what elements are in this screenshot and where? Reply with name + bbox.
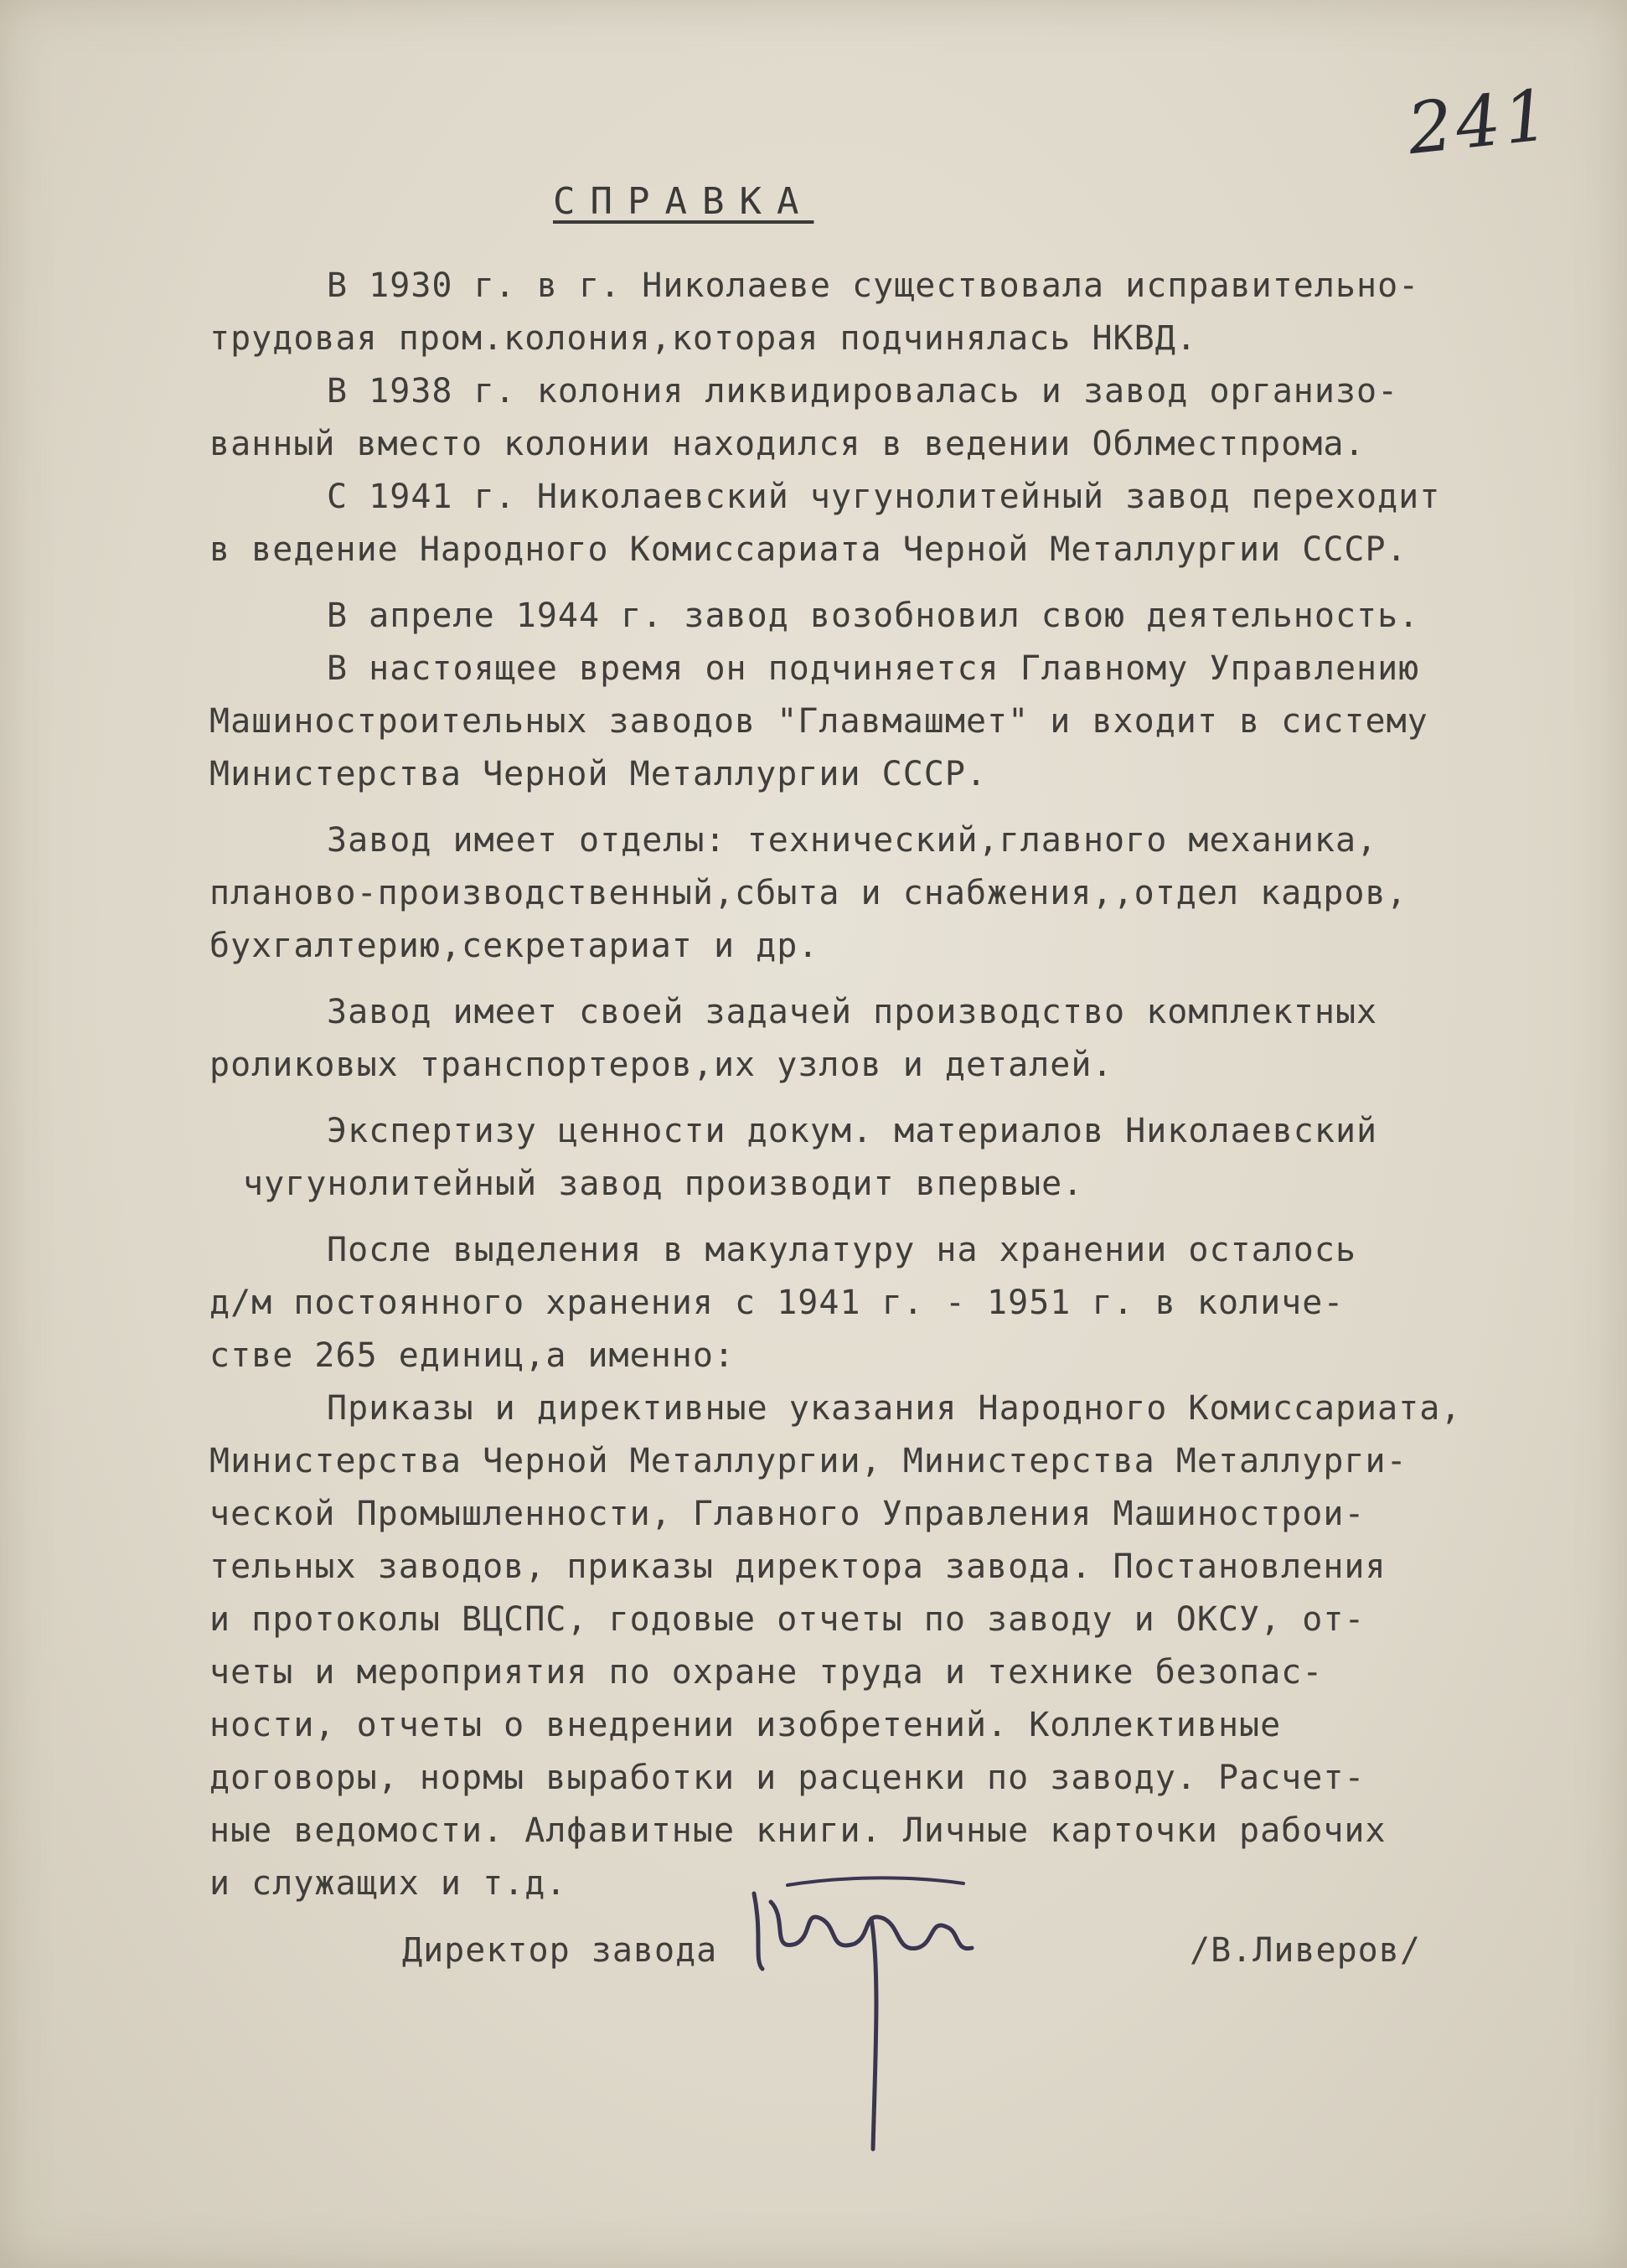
body-line: В 1938 г. колония ликвидировалась и завод организо- <box>327 372 1399 411</box>
handwritten-signature <box>737 1868 1005 2153</box>
body-line: в ведение Народного Комиссариата Черной Металлургии СССР. <box>209 530 1407 569</box>
body-line: договоры, нормы выработки и расценки по заводу. Расчет- <box>209 1759 1366 1797</box>
body-line: Завод имеет отделы: технический,главного механика, <box>327 821 1378 860</box>
body-line: После выделения в макулатуру на хранении осталось <box>327 1231 1357 1269</box>
body-line: бухгалтерию,секретариат и др. <box>209 927 819 965</box>
body-line: трудовая пром.колония,которая подчинялась НКВД. <box>209 319 1197 358</box>
body-line: В апреле 1944 г. завод возобновил свою деятельность. <box>327 597 1420 635</box>
body-line: Завод имеет своей задачей производство комплектных <box>327 993 1378 1031</box>
body-line: Экспертизу ценности докум. материалов Николаевский <box>327 1112 1378 1150</box>
body-line: планово-производственный,сбыта и снабжения,,отдел кадров, <box>209 874 1407 912</box>
body-line: ности, отчеты о внедрении изобретений. Коллективные <box>209 1706 1282 1744</box>
body-line: Машиностроительных заводов "Главмашмет" и входит в систему <box>209 702 1428 741</box>
body-line: В 1930 г. в г. Николаеве существовала исправительно- <box>327 266 1420 305</box>
body-line: стве 265 единиц,а именно: <box>209 1336 736 1375</box>
body-line: ные ведомости. Алфавитные книги. Личные карточки рабочих <box>209 1811 1387 1850</box>
body-line: В настоящее время он подчиняется Главному Управлению <box>327 649 1420 688</box>
body-line: Приказы и директивные указания Народного Комиссариата, <box>327 1389 1462 1428</box>
body-line: тельных заводов, приказы директора завода. Постановления <box>209 1547 1387 1586</box>
body-line: ческой Промышленности, Главного Управления Машинострои- <box>209 1495 1366 1533</box>
document-body <box>209 260 1533 1910</box>
body-line: чугунолитейный завод производит впервые. <box>243 1165 1084 1203</box>
body-line: и служащих и т.д. <box>209 1864 567 1903</box>
body-line: Министерства Черной Металлургии СССР. <box>209 755 988 793</box>
document-title: СПРАВКА <box>553 180 814 223</box>
body-line: ванный вместо колонии находился в ведении Облместпрома. <box>209 425 1366 463</box>
body-line: Министерства Черной Металлургии, Министерства Металлурги- <box>209 1442 1407 1480</box>
archive-page-number: 241 <box>1403 73 1557 171</box>
signatory-name: /В.Ливеров/ <box>1190 1931 1421 1970</box>
body-line: С 1941 г. Николаевский чугунолитейный завод переходит <box>327 478 1441 516</box>
signatory-title: Директор завода <box>402 1931 718 1970</box>
body-line: роликовых транспортеров,их узлов и деталей. <box>209 1046 1113 1084</box>
body-line: д/м постоянного хранения с 1941 г. - 1951 г. в количе- <box>209 1284 1345 1322</box>
body-line: и протоколы ВЦСПС, годовые отчеты по заводу и ОКСУ, от- <box>209 1600 1366 1639</box>
body-line: четы и мероприятия по охране труда и технике безопас- <box>209 1653 1324 1692</box>
